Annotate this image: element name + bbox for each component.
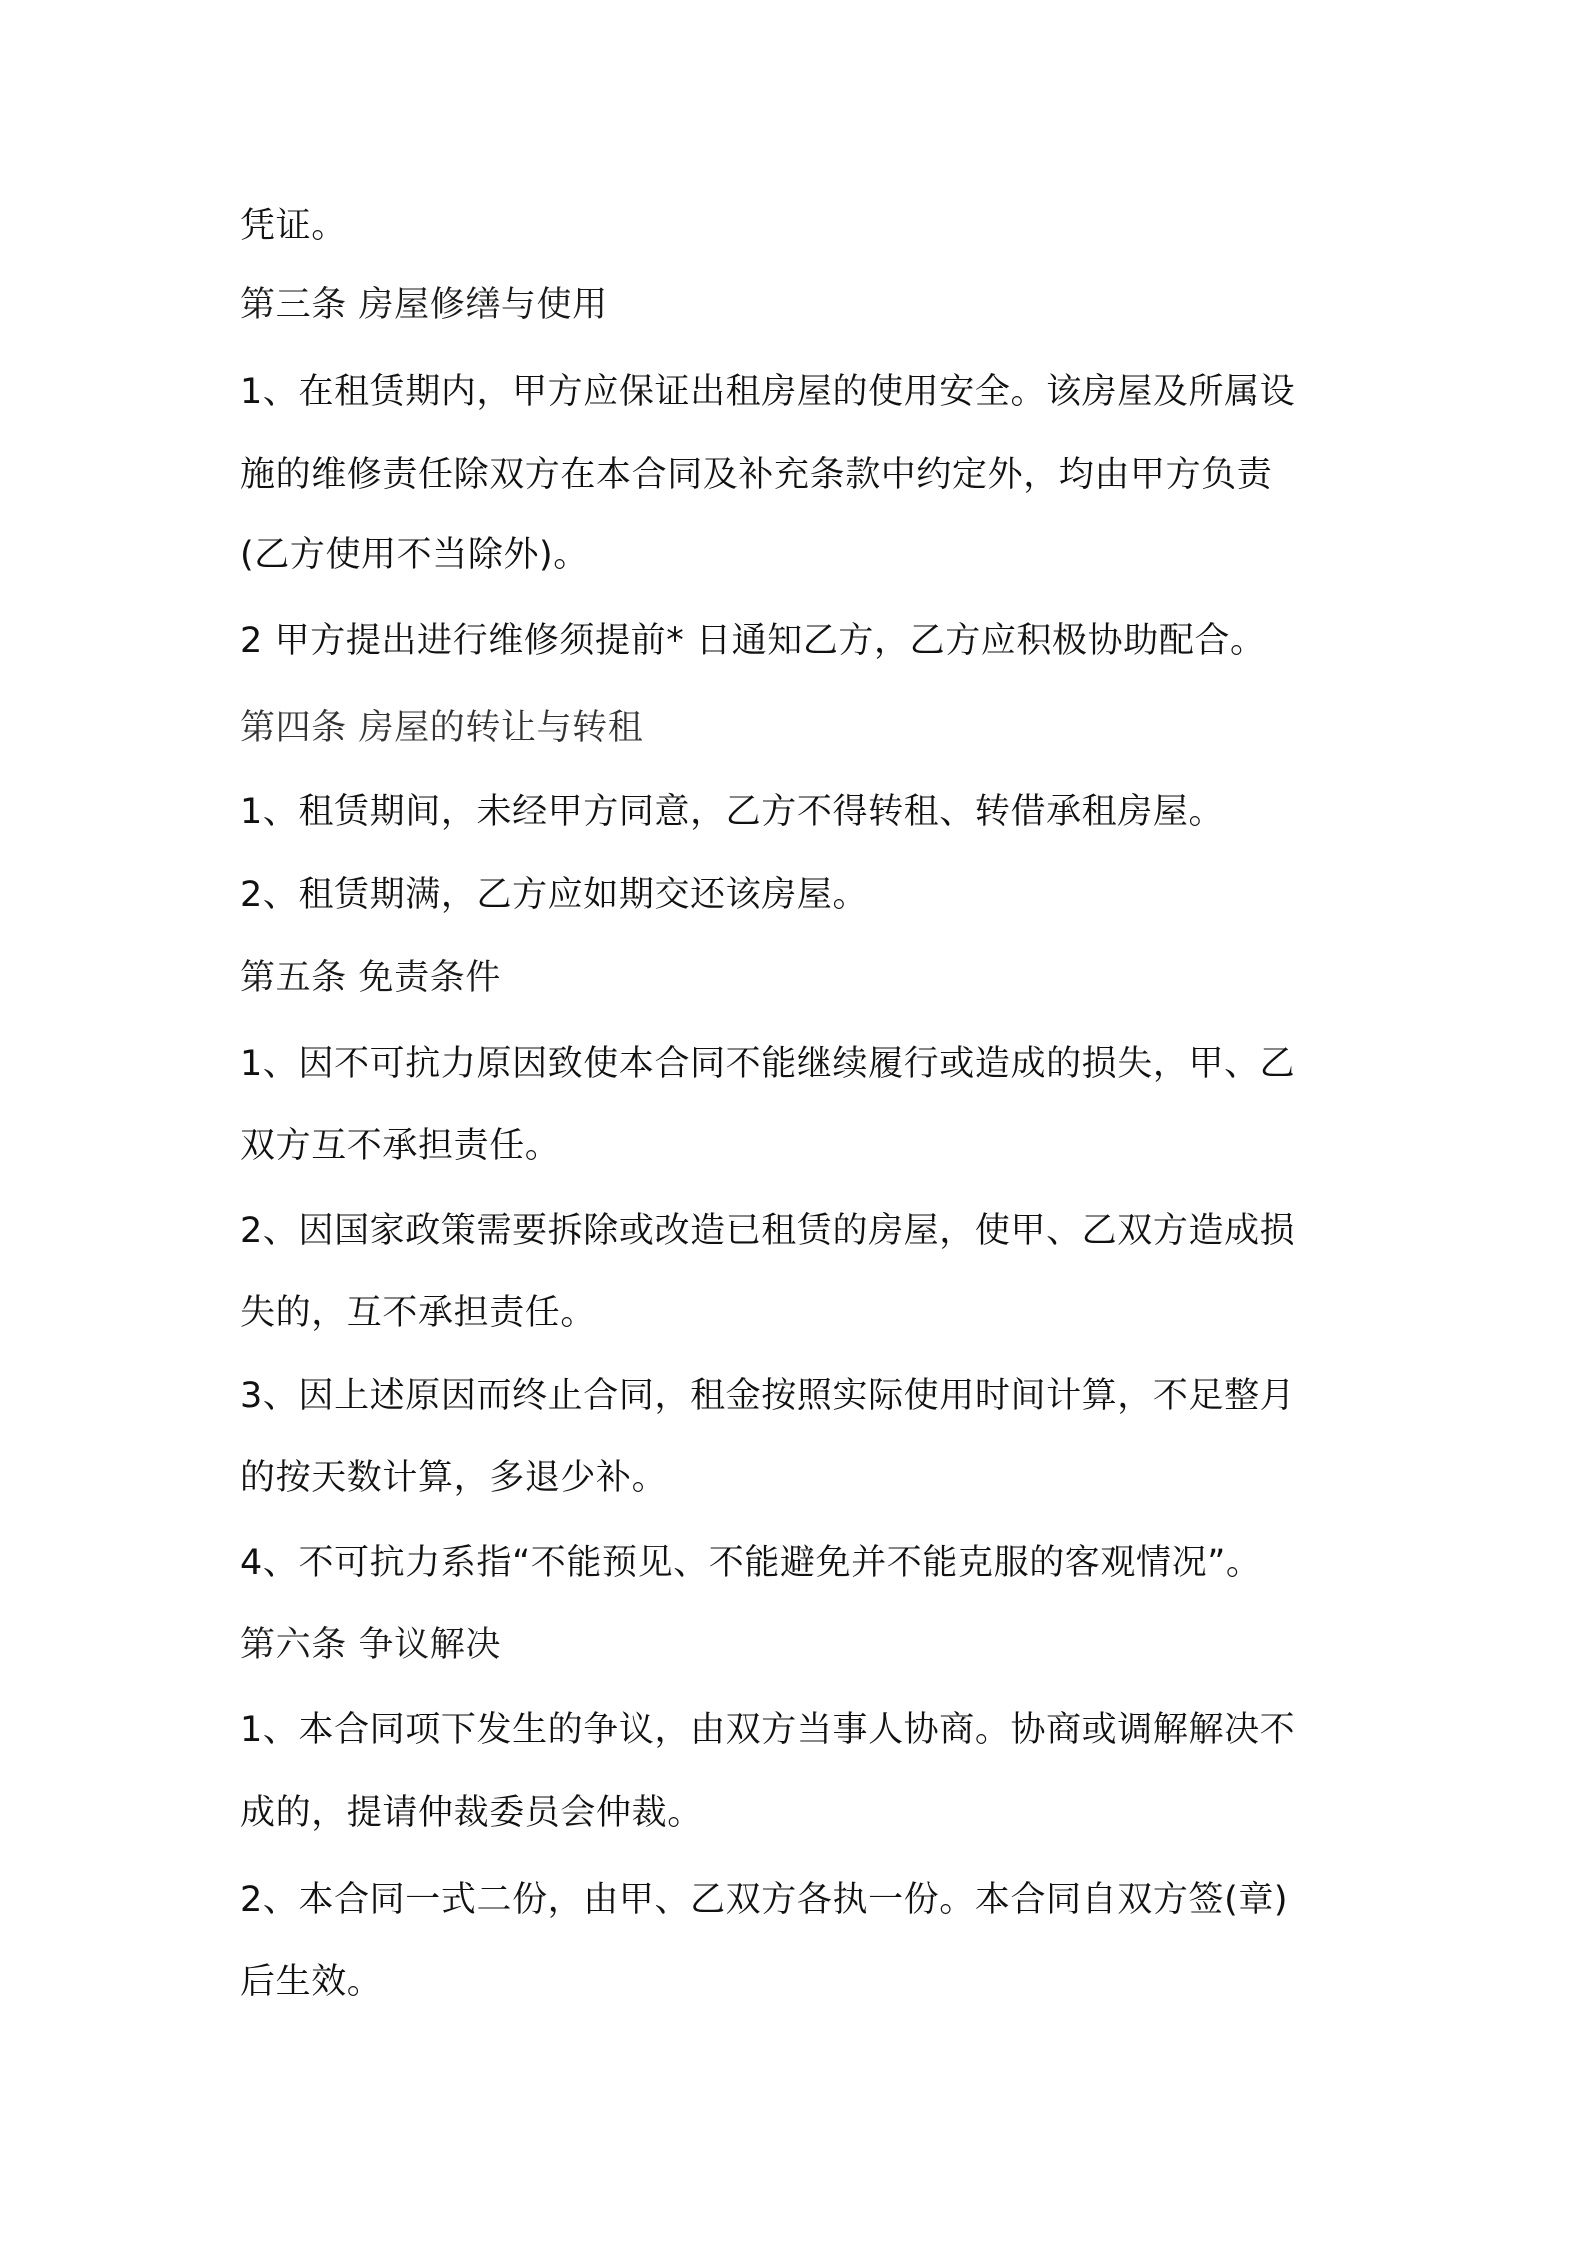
text-line: 凭证。 xyxy=(240,206,347,246)
text-line: 2、因国家政策需要拆除或改造已租赁的房屋，使甲、乙双方造成损 xyxy=(240,1211,1296,1251)
text-line: 施的维修责任除双方在本合同及补充条款中约定外，均由甲方负责 xyxy=(240,455,1273,495)
text-line: 1、本合同项下发生的争议，由双方当事人协商。协商或调解解决不 xyxy=(240,1710,1296,1750)
text-line: 后生效。 xyxy=(240,1962,383,2002)
text-line: 2、本合同一式二份，由甲、乙双方各执一份。本合同自双方签(章) xyxy=(240,1880,1289,1920)
text-line: 2、租赁期满，乙方应如期交还该房屋。 xyxy=(240,875,869,915)
text-line: 4、不可抗力系指“不能预见、不能避免并不能克服的客观情况”。 xyxy=(240,1543,1262,1583)
section-heading-6: 第六条 争议解决 xyxy=(240,1625,501,1665)
text-line: 失的，互不承担责任。 xyxy=(240,1293,597,1333)
text-line: 3、因上述原因而终止合同，租金按照实际使用时间计算，不足整月 xyxy=(240,1376,1296,1416)
text-line: 1、在租赁期内，甲方应保证出租房屋的使用安全。该房屋及所属设 xyxy=(240,372,1296,412)
text-line: 1、租赁期间，未经甲方同意，乙方不得转租、转借承租房屋。 xyxy=(240,792,1225,832)
text-line: 2 甲方提出进行维修须提前* 日通知乙方，乙方应积极协助配合。 xyxy=(240,621,1266,661)
text-line: 双方互不承担责任。 xyxy=(240,1126,561,1166)
text-line: (乙方使用不当除外)。 xyxy=(240,535,589,575)
section-heading-3: 第三条 房屋修缮与使用 xyxy=(240,285,608,325)
section-heading-5: 第五条 免责条件 xyxy=(240,958,501,998)
text-line: 成的，提请仲裁委员会仲裁。 xyxy=(240,1793,703,1833)
section-heading-4: 第四条 房屋的转让与转租 xyxy=(240,708,644,748)
text-line: 的按天数计算，多退少补。 xyxy=(240,1458,668,1498)
text-line: 1、因不可抗力原因致使本合同不能继续履行或造成的损失，甲、乙 xyxy=(240,1044,1296,1084)
